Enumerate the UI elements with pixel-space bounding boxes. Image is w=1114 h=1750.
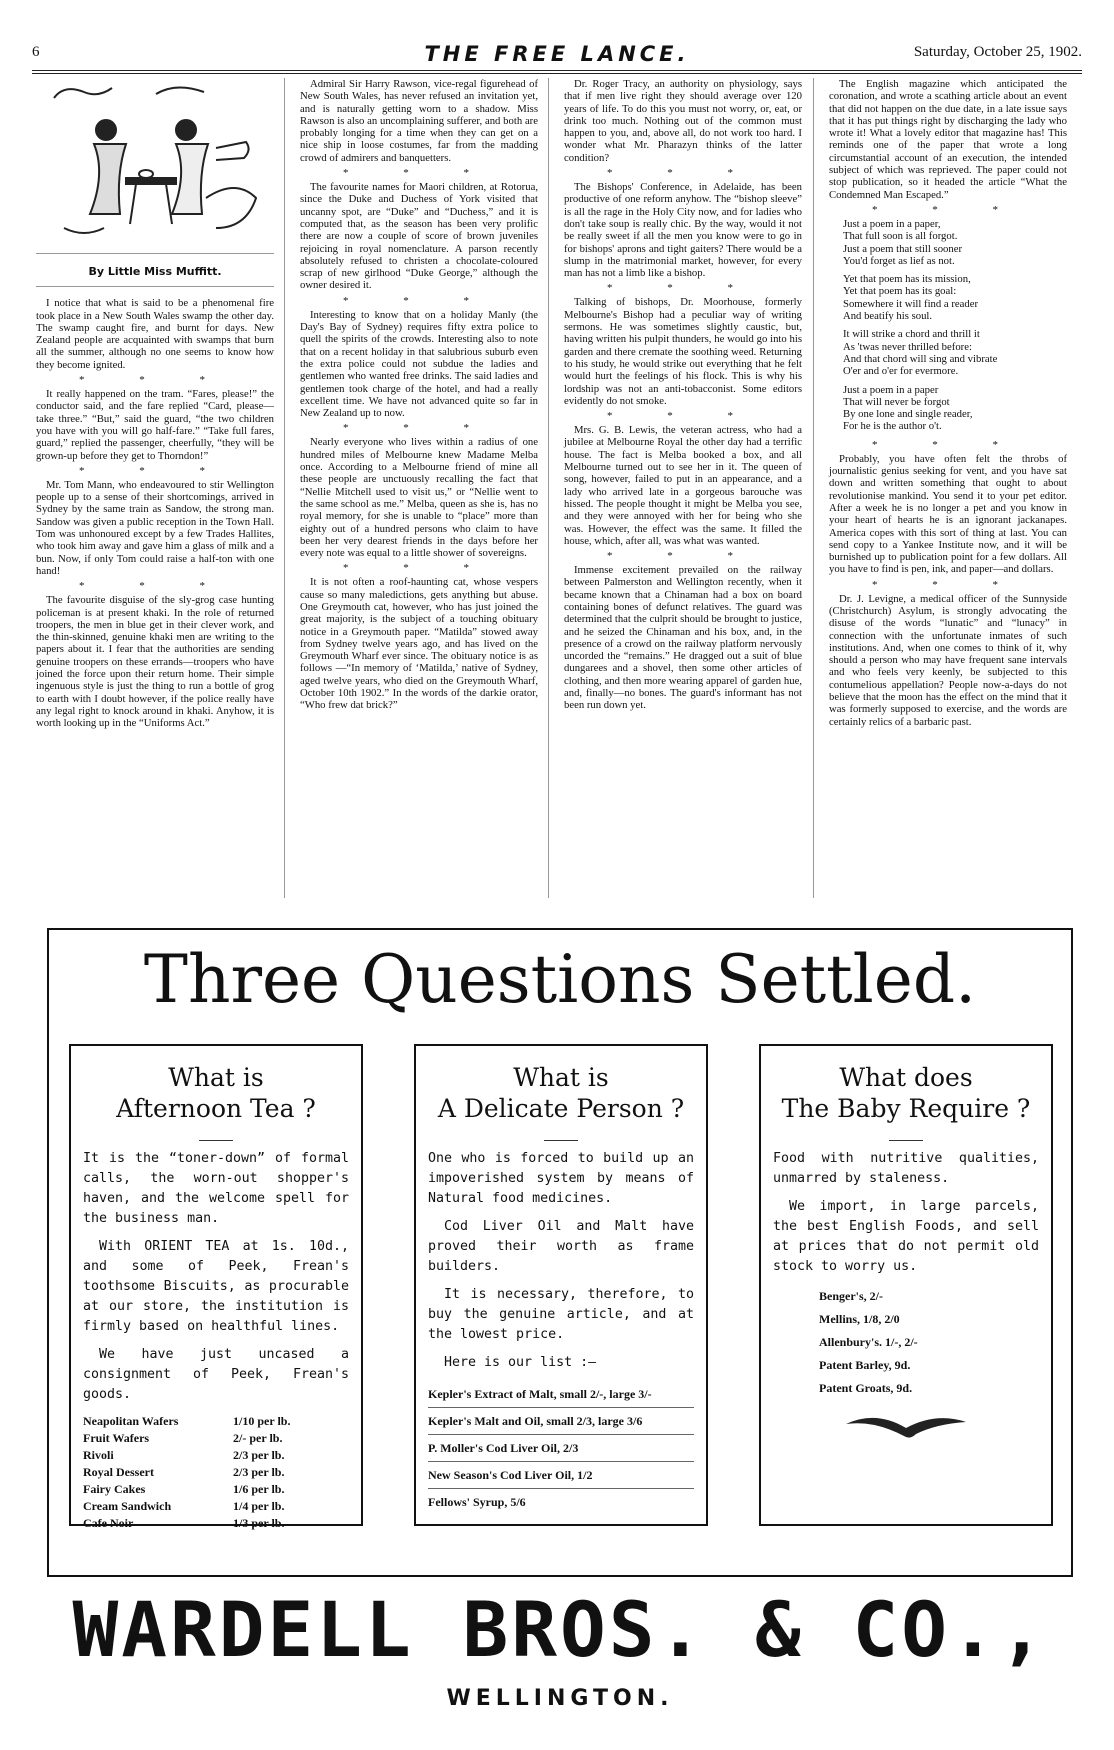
price-row (83, 1413, 349, 1430)
afternoon-tea-gossip-illustration (36, 78, 274, 254)
masthead-rule-2 (32, 73, 1082, 74)
column-divider (548, 78, 549, 898)
column-divider (813, 78, 814, 898)
separator-stars: * * * (872, 438, 1024, 451)
product-name: Cafe Noir (83, 1516, 134, 1530)
article-paragraph: Probably, you have often felt the throbs of journalistic genius seeking for vent, and you have sat down and written something that ought to about revolutionise mankind. You send it to your pet editor. After a week he is no longer a pet and you know in your heart of hearts he is an ignorant jackanapes. America copes with this sort of thing at last. You can send copy to a Yankee Institute now, and it will be burnished up to publication point for a few dollars. All you have to find is pen, ink, and paper—and dollars. (829, 452, 1067, 576)
separator-stars: * * * (607, 410, 759, 423)
price-row (83, 1481, 349, 1498)
product-price: 2/3 per lb. (233, 1448, 285, 1462)
product-price: 1/4 per lb. (233, 1499, 285, 1513)
price-item: Patent Groats, 9d. (819, 1381, 913, 1395)
column-3 (564, 78, 802, 715)
article-paragraph: Interesting to know that on a holiday Manly (the Day's Bay of Sydney) requires fifty extra police to quell the spirits of the crowds. Interesting also to note that on a recent holiday in that salubrious suburb even the extra police could not subdue the ladies and gentlemen who wanted free drinks. The said ladies and gentlemen took charge of the hotel, and had a really excellent time. We have not advanced quite so far in New Zealand up to now. (300, 308, 538, 420)
company-name: WARDELL BROS. & CO., (72, 1585, 1048, 1674)
column-4 (829, 78, 1067, 731)
product-name: Fruit Wafers (83, 1431, 150, 1445)
separator-stars: * * * (343, 167, 495, 180)
box-paragraph: With ORIENT TEA at 1s. 10d., and some of Peek, Frean's toothsome Biscuits, as procurable at our store, the institution is firmly based on healthful lines. (83, 1239, 349, 1334)
column-1 (36, 78, 274, 733)
price-item: Allenbury's. 1/-, 2/- (819, 1335, 918, 1349)
box-divider (889, 1140, 923, 1141)
article-paragraph: The English magazine which anticipated the coronation, and wrote a scathing article about an event that did not happen on the due date, in a late issue says that it has put things right by discharging the lady who wrote it! What a lovely editor that magazine has! This reminds one of the paper that wrote a long circumstantial account of an execution, the intended subject of which was reprieved. The paper could not stop publication, so it headed the article “What the Condemned Man Escaped.” (829, 78, 1067, 201)
price-item: Kepler's Malt and Oil, small 2/3, large 3/6 (428, 1408, 694, 1435)
bird-icon (841, 1410, 971, 1440)
article-paragraph: Mr. Tom Mann, who endeavoured to stir Wellington people up to a sense of their shortcomings, arrived in Sydney by the same train as Sandow, the strong man. Sandow was given a public reception in the Town Hall. Tom was unhonoured except by a few Trades Hallites, who took him away and gave him a glass of milk and a bun. Now, if only Tom could raise a half-ton with one hand! (36, 478, 274, 577)
ad-headline: Three Questions Settled. (143, 941, 977, 1018)
article-paragraph: Mrs. G. B. Lewis, the veteran actress, who had a jubilee at Melbourne Royal the other day had a terrific house. The fact is Melba booked a box, and all Melbourne turned out to see her in it. The queen of song, however, failed to put in an appearance, and a lady who arrived late in a gorgeous barouche was hissed. The people thought it might be Melba you see, and they were annoyed with her for being who she was. However, the effect was the same. It filled the house, which, after all, was what was wanted. (564, 424, 802, 547)
article-paragraph: It is not often a roof-haunting cat, whose vespers cause so many maledictions, gets anything but abuse. One Greymouth cat, however, who has just joined the great majority, is the subject of a touching obituary notice in a Greymouth paper. “Matilda” stowed away from Sydney twelve years ago, and has lived on the Greymouth Wharf ever since. The obituary notice is as follows —“In memory of ‘Matilda,’ native of Sydney, aged twelve years, who died on the Greymouth Wharf, October 10th 1902.” In the words of the darkie orator, “Who frew dat brick?” (300, 576, 538, 712)
price-row (83, 1464, 349, 1481)
price-item: P. Moller's Cod Liver Oil, 2/3 (428, 1435, 694, 1462)
product-price: 2/- per lb. (233, 1431, 283, 1445)
product-price: 1/3 per lb. (233, 1516, 285, 1530)
separator-stars: * * * (343, 562, 495, 575)
box-title-line: What is (513, 1063, 609, 1092)
price-list (428, 1381, 694, 1515)
box-paragraph: It is the “toner-down” of formal calls, the worn-out shopper's haven, and the welcome spell for the business man. (83, 1151, 349, 1226)
box-title-line: A Delicate Person ? (437, 1094, 685, 1123)
price-item: Kepler's Extract of Malt, small 2/-, large 3/- (428, 1381, 694, 1408)
ad-box-delicate-person (414, 1044, 708, 1526)
price-item: Benger's, 2/- (819, 1289, 883, 1303)
box-paragraph: One who is forced to build up an impoverished system by means of Natural food medicines. (428, 1151, 694, 1206)
advertisement (47, 928, 1073, 1577)
price-list (819, 1285, 1051, 1400)
poem-stanza: Just a poem in a paper That will never be forgot By one lone and single reader, For he is the author o't. (843, 383, 973, 433)
box-paragraph: We have just uncased a consignment of Peek, Frean's goods. (83, 1347, 349, 1402)
product-price: 1/6 per lb. (233, 1482, 285, 1496)
separator-stars: * * * (79, 580, 231, 593)
page-number: 6 (32, 44, 40, 60)
price-item: Patent Barley, 9d. (819, 1358, 911, 1372)
box-title-line: Afternoon Tea ? (116, 1094, 316, 1123)
article-paragraph: The Bishops' Conference, in Adelaide, has been productive of one reform anyhow. The “bishop sleeve” is all the rage in the Holy City now, and for ladies who don't take soup is really chic. By the way, would it not be really sweet if all the men you know were to go in for bishops' aprons and tight gaiters? There would be a slump in the matrimonial market, however, for every man has not a limb like a bishop. (564, 181, 802, 280)
box-title (416, 1062, 706, 1124)
article-paragraph: Dr. J. Levigne, a medical officer of the Sunnyside (Christchurch) Asylum, is strongly advocating the disuse of the words “lunatic” and “lunacy” in connection with the unfortunate inmates of such institutions. And, when one comes to think of it, why should a person who may have frequent sane intervals and who feels very keenly, be subjected to this contumelious appellation? People now-a-days do not believe that the moon has the effect on the mind that it was formerly supposed to exercise, and the words are certainly relics of a barbaric past. (829, 592, 1067, 728)
box-divider (199, 1140, 233, 1141)
ad-box-baby-require (759, 1044, 1053, 1526)
box-paragraph: Cod Liver Oil and Malt have proved their worth as frame builders. (428, 1219, 694, 1274)
box-divider (544, 1140, 578, 1141)
box-title-line: What is (168, 1063, 264, 1092)
masthead (32, 44, 1082, 68)
price-item: Mellins, 1/8, 2/0 (819, 1312, 900, 1326)
article-paragraph: I notice that what is said to be a phenomenal fire took place in a New South Wales swamp the other day. The swamp caught fire, and burnt for days. New Zealand people are acquainted with swamps that burn all the summer, although no one seems to know how they become ignited. (36, 297, 274, 371)
box-paragraph: Here is our list :— (444, 1355, 597, 1370)
byline: By Little Miss Muffitt. (36, 266, 274, 287)
product-name: Royal Dessert (83, 1465, 154, 1479)
product-name: Fairy Cakes (83, 1482, 146, 1496)
separator-stars: * * * (79, 464, 231, 477)
newspaper-title: THE FREE LANCE. (424, 42, 690, 66)
product-name: Rivoli (83, 1448, 114, 1462)
box-paragraph: We import, in large parcels, the best English Foods, and sell at prices that do not permit old stock to worry us. (773, 1199, 1039, 1274)
separator-stars: * * * (872, 578, 1024, 591)
separator-stars: * * * (872, 203, 1024, 216)
separator-stars: * * * (607, 282, 759, 295)
price-item: New Season's Cod Liver Oil, 1/2 (428, 1462, 694, 1489)
price-row (83, 1447, 349, 1464)
box-title-line: The Baby Require ? (781, 1094, 1031, 1123)
price-item: Fellows' Syrup, 5/6 (428, 1495, 526, 1509)
separator-stars: * * * (607, 550, 759, 563)
box-title (71, 1062, 361, 1124)
poem-stanza: It will strike a chord and thrill it As 'twas never thrilled before: And that chord will sing and vibrate O'er and o'er for evermore. (843, 328, 998, 378)
ad-box-afternoon-tea (69, 1044, 363, 1530)
article-paragraph: Talking of bishops, Dr. Moorhouse, formerly Melbourne's Bishop had a peculiar way of writing sermons. He was sometimes slightly caustic, but, having written his pulpit thunders, he would go into his garden and there cremate the soothing weed. Returning to his study, he would strike out everything that he felt would hurt the feelings of his flock. This is why his lordship was not an anti-tobacconist. Some editors evidently do not smoke. (564, 296, 802, 407)
price-row (83, 1515, 349, 1532)
price-list (83, 1413, 349, 1532)
product-name: Cream Sandwich (83, 1499, 172, 1513)
column-divider (284, 78, 285, 898)
box-title-line: What does (839, 1063, 973, 1092)
product-name: Neapolitan Wafers (83, 1414, 179, 1428)
box-paragraph: It is necessary, therefore, to buy the genuine article, and at the lowest price. (428, 1287, 694, 1342)
masthead-rule (32, 70, 1082, 71)
column-2 (300, 78, 538, 715)
article-paragraph: Immense excitement prevailed on the railway between Palmerston and Wellington recently, when it became known that a Chinaman had a box on board containing bones of defunct relatives. The guard was determined that the culprit should be brought to justice, and he seized the Chinaman and his box, and, in the presence of a crowd on the railway platform nervously uncorded the “remains.” He dragged out a suit of blue dungarees and a shovel, then some other articles of clothing, and then more wearing apparel of garden hue, and, finally—no bones. The guard's informant has not been run down yet. (564, 564, 802, 712)
article-paragraph: Admiral Sir Harry Rawson, vice-regal figurehead of New South Wales, has never refused an invitation yet, and is naturally getting worn to a shadow. Miss Rawson is also an uncomplaining sufferer, and both are probably longing for a time when they can get on a nice ship in loose costumes, far from the madding crowd of admirers and banquetters. (300, 78, 538, 164)
product-price: 2/3 per lb. (233, 1465, 285, 1479)
article-paragraph: It really happened on the tram. “Fares, please!” the conductor said, and the fare replied “Card, please—take three.” “But,” said the guard, “the two children you have with you will go half-fare.” “Take full fares, guard,” replied the passenger, cheerfully, “they will be grown-up before they get to Thorndon!” (36, 388, 274, 462)
article-paragraph: Dr. Roger Tracy, an authority on physiology, says that if men live right they should average over 120 years of life. To do this you must not worry, or, eat, or drink too much. Nothing out of the common must happen to you, and, above all, do not work too hard. I wonder what Mr. Pharazyn thinks of the latter condition? (564, 78, 802, 164)
issue-date: Saturday, October 25, 1902. (913, 44, 1082, 60)
separator-stars: * * * (607, 167, 759, 180)
product-price: 1/10 per lb. (233, 1414, 291, 1428)
separator-stars: * * * (343, 294, 495, 307)
box-title (761, 1062, 1051, 1124)
article-paragraph: The favourite disguise of the sly-grog case hunting policeman is at present khaki. In the role of returned troopers, the men in blue get in their clever work, and the thin-skinned, genuine khaki men are writing to the papers about it. I fear that the authorities are sending genuine troopers on these errands—troopers who have joined the force upon their return home. Their simple ingenuous style is just the thing to run a bottle of grog to earth with I doubt however, if the police really have any legal right to knock around in khaki. Anyhow, it is worth looking up in the “Uniforms Act.” (36, 594, 274, 730)
article-paragraph: Nearly everyone who lives within a radius of one hundred miles of Melbourne knew Madame Melba once. According to a Melbourne friend of mine all these people are unctuously recalling the fact that “Nellie Mitchell used to visit us,” or “Nellie went to the same school as me.” Melba, queen as she is, has no royal memory, for she is unable to “place” more than eighty out of a hundred persons who claim to have been her very dearest friends in the days before her every note was equal to a little shower of sovereigns. (300, 436, 538, 560)
price-row (83, 1498, 349, 1515)
separator-stars: * * * (343, 422, 495, 435)
article-paragraph: The favourite names for Maori children, at Rotorua, since the Duke and Duchess of York visited that uncanny spot, are “Duke” and “Duchess,” and it is computed that, as the season has been very prolific there are now a couple of score of brown juveniles rejoicing in royal nomenclature. A parson recently absolutely refused to christen a chocolate-coloured scrap of new girlhood “Duke George,” although the owner desired it. (300, 181, 538, 292)
box-paragraph: Food with nutritive qualities, unmarred by staleness. (773, 1151, 1039, 1186)
poem-stanza: Just a poem in a paper, That full soon is all forgot. Just a poem that still sooner You'd forget as lief as not. (843, 217, 963, 267)
company-city: WELLINGTON. (446, 1686, 674, 1711)
poem-stanza: Yet that poem has its mission, Yet that poem has its goal: Somewhere it will find a reader And beatify his soul. (843, 273, 979, 323)
price-row (83, 1430, 349, 1447)
separator-stars: * * * (79, 374, 231, 387)
